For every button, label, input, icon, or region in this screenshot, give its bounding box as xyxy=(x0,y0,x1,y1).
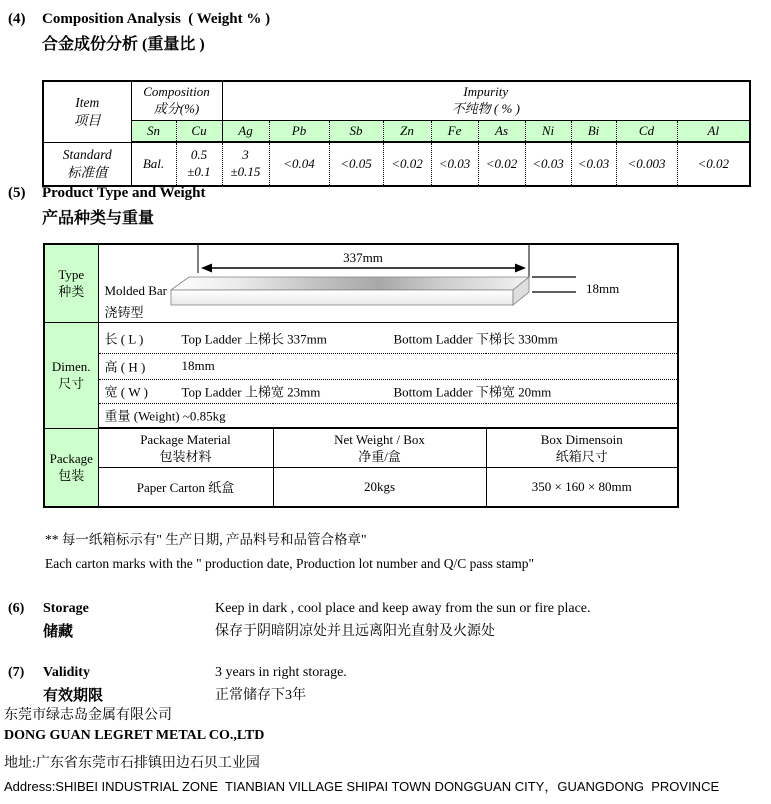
impurity-label-zh: 不纯物 ( % ) xyxy=(451,101,520,116)
element-header-zn: Zn xyxy=(383,121,431,143)
item-label-en: Item xyxy=(75,95,100,111)
impurity-label-en: Impurity xyxy=(463,84,509,100)
element-header-ni: Ni xyxy=(525,121,571,143)
package-material-value: Paper Carton 纸盒 xyxy=(98,467,273,507)
length-top-ladder: Top Ladder 上梯长 337mm xyxy=(181,331,327,346)
height-dimension-label: 18mm xyxy=(585,281,619,296)
element-header-bi: Bi xyxy=(571,121,616,143)
length-bottom-ladder: Bottom Ladder 下梯长 330mm xyxy=(393,331,558,346)
item-label-zh: 项目 xyxy=(73,112,101,128)
dimen-label-cell xyxy=(44,322,98,428)
weight-row-name: 重量 (Weight) ~0.85kg xyxy=(104,408,226,424)
standard-label-cell xyxy=(43,142,131,186)
bar-top-face xyxy=(171,277,529,290)
element-header-sn: Sn xyxy=(131,121,176,143)
box-dimension-header-zh: 纸箱尺寸 xyxy=(555,448,608,464)
carton-note-zh: ** 每一纸箱标示有" 生产日期, 产品料号和品管合格章" xyxy=(45,532,367,547)
dimen-label-zh: 尺寸 xyxy=(58,376,85,391)
net-weight-header xyxy=(273,428,486,467)
section-5-title-zh: 产品种类与重量 xyxy=(42,210,155,227)
package-label-cell xyxy=(44,428,98,507)
value-cell-sn: Bal. xyxy=(131,142,176,186)
section-6-number: (6) xyxy=(8,601,25,616)
element-header-fe: Fe xyxy=(431,121,478,143)
value-cell-fe: <0.03 xyxy=(431,142,478,186)
height-row-name: 高 ( H ) xyxy=(104,359,146,375)
value-cu-line2: ±0.1 xyxy=(187,164,211,179)
package-label-zh: 包装 xyxy=(58,468,85,484)
type-value-zh: 浇铸型 xyxy=(104,305,144,320)
section-4-title-zh: 合金成份分析 (重量比 ) xyxy=(42,36,205,53)
type-value-en: Molded Bar xyxy=(104,283,167,298)
value-cell-al: <0.02 xyxy=(677,142,750,186)
value-ag-line1: 3 xyxy=(242,147,249,163)
value-cell-as: <0.02 xyxy=(478,142,525,186)
type-label-zh: 种类 xyxy=(58,284,85,300)
box-dimension-header xyxy=(486,428,678,467)
length-arrowhead-left xyxy=(201,264,212,273)
element-header-sb: Sb xyxy=(329,121,383,143)
value-cell-cu xyxy=(176,142,222,186)
width-bottom-ladder: Bottom Ladder 下梯宽 20mm xyxy=(393,384,552,400)
dimen-label-en: Dimen. xyxy=(51,359,91,374)
validity-text-zh: 正常储存下3年 xyxy=(215,688,306,703)
storage-text-zh: 保存于阴暗阴凉处并且远离阳光直射及火源处 xyxy=(215,624,495,639)
package-material-header-en: Package Material xyxy=(140,431,231,447)
box-dimension-header-en: Box Dimensoin xyxy=(540,431,623,447)
value-ag-line2: ±0.15 xyxy=(230,164,261,179)
dimension-row-length xyxy=(98,322,678,353)
net-weight-header-zh: 净重/盒 xyxy=(358,448,401,464)
section-5-number: (5) xyxy=(8,185,26,201)
dimension-row-weight xyxy=(98,403,678,428)
value-cell-ni: <0.03 xyxy=(525,142,571,186)
package-material-header-zh: 包装材料 xyxy=(159,448,212,464)
standard-label-en: Standard xyxy=(62,147,112,163)
section-7-number: (7) xyxy=(8,665,25,680)
net-weight-header-en: Net Weight / Box xyxy=(334,431,425,447)
product-table xyxy=(43,243,679,508)
bar-front-face xyxy=(171,290,513,305)
item-header-cell xyxy=(43,81,131,142)
value-cell-cd: <0.003 xyxy=(616,142,677,186)
section-5-title-en: Product Type and Weight xyxy=(42,185,206,201)
value-cu-line1: 0.5 xyxy=(190,147,208,163)
length-arrowhead-right xyxy=(515,264,526,273)
storage-label-en: Storage xyxy=(43,601,89,616)
validity-label-en: Validity xyxy=(43,665,90,680)
value-cell-pb: <0.04 xyxy=(269,142,329,186)
value-cell-ag xyxy=(222,142,269,186)
storage-text-en: Keep in dark , cool place and keep away from the sun or fire place. xyxy=(215,601,591,616)
dimension-row-width xyxy=(98,379,678,403)
element-header-ag: Ag xyxy=(222,121,269,143)
composition-label-en: Composition xyxy=(143,84,210,100)
validity-label-zh: 有效期限 xyxy=(43,688,104,704)
company-name-en: DONG GUAN LEGRET METAL CO.,LTD xyxy=(4,728,265,743)
length-row-name: 长 ( L ) xyxy=(104,331,144,346)
company-address-en: Address:SHIBEI INDUSTRIAL ZONE TIANBIAN VILLAGE SHIPAI TOWN DONGGUAN CITY，GUANGDONG PROVINCE xyxy=(4,779,720,794)
length-dimension-label: 337mm xyxy=(342,250,383,265)
storage-label-zh: 储藏 xyxy=(43,624,74,640)
element-header-al: Al xyxy=(677,121,750,143)
composition-table xyxy=(42,80,751,187)
package-label-en: Package xyxy=(49,451,93,467)
value-cell-bi: <0.03 xyxy=(571,142,616,186)
type-value-cell xyxy=(98,244,678,322)
company-name-zh: 东莞市绿志岛金属有限公司 xyxy=(4,708,172,723)
element-header-cd: Cd xyxy=(616,121,677,143)
element-header-cu: Cu xyxy=(176,121,222,143)
box-dimension-value: 350 × 160 × 80mm xyxy=(486,467,678,507)
composition-label-zh: 成分(%) xyxy=(153,101,200,116)
impurity-header-cell xyxy=(222,81,750,121)
section-4-title-en: Composition Analysis ( Weight % ) xyxy=(42,11,271,27)
height-row-value: 18mm xyxy=(181,358,215,373)
width-top-ladder: Top Ladder 上梯宽 23mm xyxy=(181,384,321,400)
package-material-header xyxy=(98,428,273,467)
element-header-as: As xyxy=(478,121,525,143)
validity-text-en: 3 years in right storage. xyxy=(215,665,347,680)
element-header-pb: Pb xyxy=(269,121,329,143)
composition-header-cell xyxy=(131,81,222,121)
width-row-name: 宽 ( W ) xyxy=(104,384,148,400)
carton-note-en: Each carton marks with the " production date, Production lot number and Q/C pass stamp" xyxy=(45,556,535,571)
section-4-number: (4) xyxy=(8,11,26,27)
standard-label-zh: 标准值 xyxy=(67,164,108,180)
type-label-en: Type xyxy=(58,267,85,283)
dimension-row-height xyxy=(98,353,678,379)
company-address-zh: 地址:广东省东莞市石排镇田边石贝工业园 xyxy=(4,756,260,771)
type-label-cell xyxy=(44,244,98,322)
value-cell-sb: <0.05 xyxy=(329,142,383,186)
value-cell-zn: <0.02 xyxy=(383,142,431,186)
net-weight-value: 20kgs xyxy=(273,467,486,507)
molded-bar-drawing xyxy=(99,245,677,319)
